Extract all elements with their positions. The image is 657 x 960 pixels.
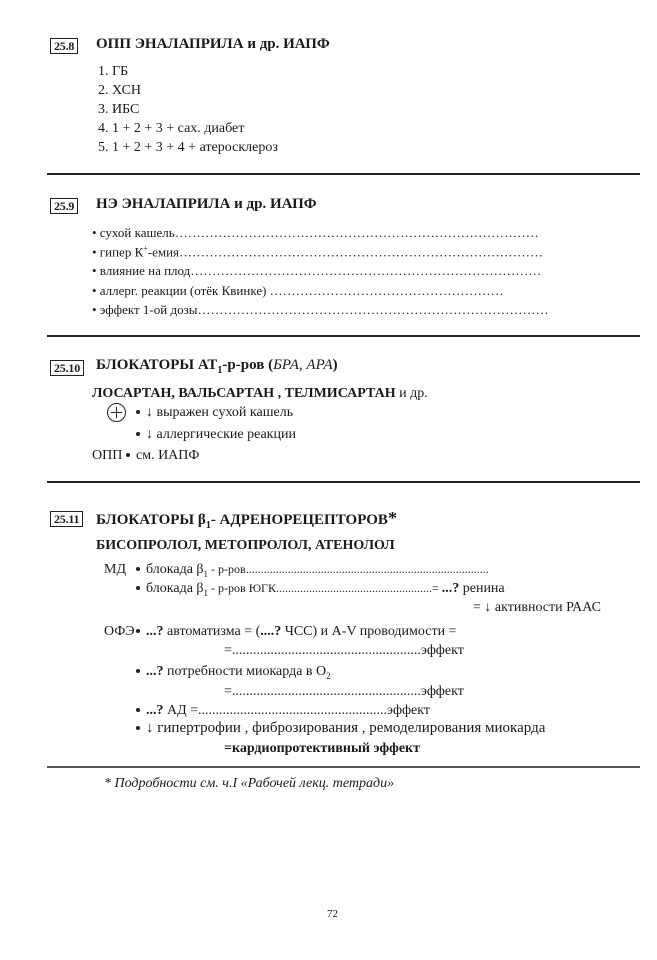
list-item: 2. ХСН	[98, 83, 142, 98]
superscript: +	[143, 244, 148, 253]
list-item: ...? АД =......................................................эффект	[136, 703, 430, 719]
list-item: • эффект 1-ой дозы………………………………………………………………………	[92, 302, 549, 317]
title-text: БЛОКАТОРЫ АТ	[96, 357, 218, 373]
section-divider	[47, 173, 640, 175]
bullet-icon	[136, 708, 140, 712]
title-abbr: БРА, АРА	[273, 357, 333, 373]
effect-line: =кардиопротективный эффект	[224, 741, 420, 756]
list-item: см. ИАПФ	[126, 448, 199, 464]
subscript: 1	[217, 365, 223, 376]
bullet-icon	[136, 669, 140, 673]
bullet-icon	[136, 726, 140, 730]
section-divider	[47, 481, 640, 483]
list-item: ↓ аллергические реакции	[136, 427, 296, 443]
list-item	[92, 244, 543, 260]
drug-list	[92, 386, 428, 402]
md-label: МД	[104, 562, 126, 577]
section-title	[96, 357, 338, 376]
page-number: 72	[327, 908, 338, 920]
effect-line: =......................................................эффект	[224, 643, 464, 658]
list-item: ↓ гипертрофии , фиброзирования , ремоделирования миокарда	[136, 720, 545, 737]
bullet-icon	[136, 567, 140, 571]
section-title	[96, 508, 397, 531]
title-text: - АДРЕНОРЕЦЕПТОРОВ	[210, 512, 388, 528]
ofe-label: ОФЭ	[104, 624, 135, 639]
bullet-icon	[136, 629, 140, 633]
bullet-icon	[136, 432, 140, 436]
opp-label: ОПП	[92, 448, 123, 463]
drug-list: БИСОПРОЛОЛ, МЕТОПРОЛОЛ, АТЕНОЛОЛ	[96, 538, 395, 553]
list-item: • аллерг. реакции (отёк Квинке) ………………………………………………	[92, 283, 504, 298]
list-item: ...? автоматизма = (....? ЧСС) и А-V проводимости =	[136, 624, 456, 640]
section-divider	[47, 335, 640, 337]
list-item: блокада $\beta_1 - р-ров$ ЮГК....................................................= ...? ренина	[136, 581, 505, 598]
subscript: 1	[205, 520, 211, 531]
bullet-icon	[126, 453, 130, 457]
item-text: • гипер К	[92, 244, 144, 260]
footnote: * Подробности см. ч.I «Рабочей лекц. тетради»	[104, 776, 395, 791]
list-item: блокада $\beta_1 - р-ров$.................................................................................	[136, 562, 489, 579]
section-number: 25.8	[50, 38, 78, 54]
section-title: НЭ ЭНАЛАПРИЛА и др. ИАПФ	[96, 196, 317, 212]
list-item: 5. 1 + 2 + 3 + 4 + атеросклероз	[98, 140, 278, 155]
bullet-icon	[136, 410, 140, 414]
section-title: ОПП ЭНАЛАПРИЛА и др. ИАПФ	[96, 36, 330, 52]
title-text: )	[332, 357, 338, 373]
list-item: 1. ГБ	[98, 64, 129, 79]
asterisk: *	[387, 508, 397, 528]
list-item: ↓ выражен сухой кашель	[136, 405, 293, 421]
drug-names: ЛОСАРТАН, ВАЛЬСАРТАН , ТЕЛМИСАРТАН	[92, 386, 396, 401]
list-item: • влияние на плод………………………………………………………………………	[92, 263, 542, 278]
list-item: ...? потребности миокарда в $О_2$	[136, 664, 331, 681]
effect-line: =......................................................эффект	[224, 684, 464, 699]
plus-circle-icon	[107, 403, 126, 422]
section-number: 25.9	[50, 198, 78, 214]
drug-tail: и др.	[395, 386, 428, 401]
section-number: 25.11	[50, 511, 83, 527]
title-text: БЛОКАТОРЫ β	[96, 512, 206, 528]
item-text: -емия…………………………………………………………………………	[147, 244, 544, 260]
section-number: 25.10	[50, 360, 84, 376]
title-text: -р-ров (	[222, 357, 274, 373]
list-item: 3. ИБС	[98, 102, 140, 117]
list-item: • сухой кашель…………………………………………………………………………	[92, 225, 539, 240]
section-divider	[47, 766, 640, 768]
list-item: = ↓ активности РААС	[473, 600, 601, 615]
list-item: 4. 1 + 2 + 3 + сах. диабет	[98, 121, 245, 136]
bullet-icon	[136, 586, 140, 590]
